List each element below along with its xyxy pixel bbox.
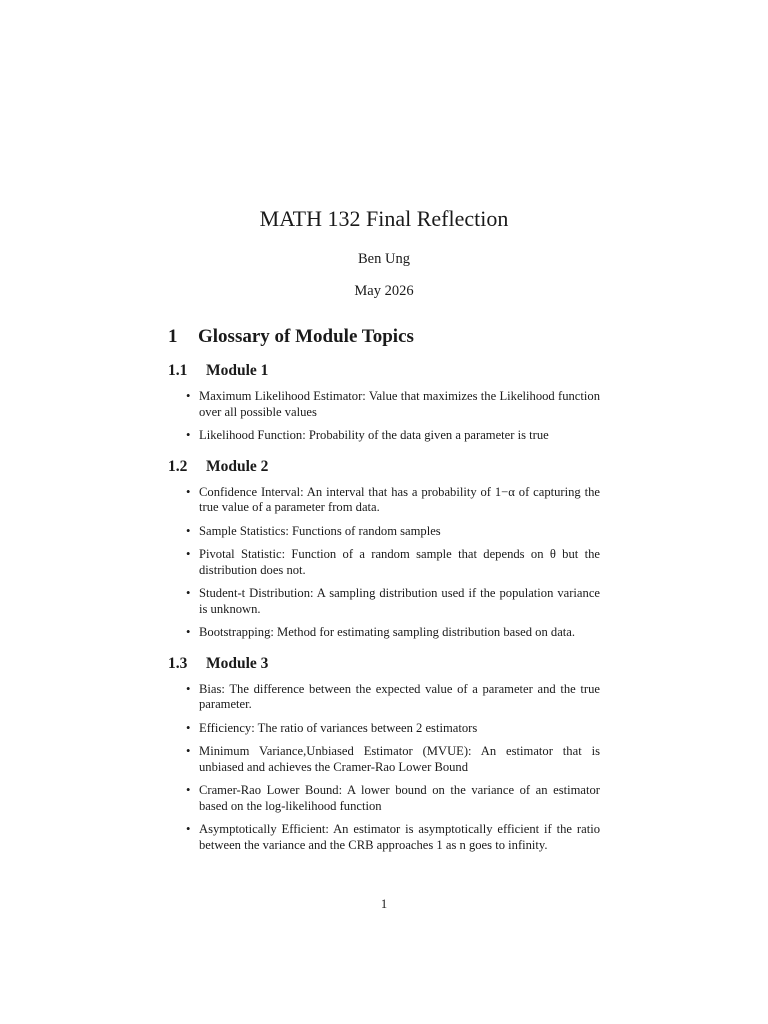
glossary-item: [186, 547, 600, 578]
glossary-item-text: Bias: The difference between the expected value of a parameter and the true parameter.: [199, 681, 600, 711]
section-title: Glossary of Module Topics: [198, 326, 414, 347]
document-title: MATH 132 Final Reflection: [259, 206, 509, 231]
subsection-heading: [168, 362, 600, 380]
subsection-heading: [168, 458, 600, 476]
subsection-title: Module 1: [206, 362, 269, 379]
bullet-icon: •: [186, 681, 191, 696]
bullet-icon: •: [186, 783, 191, 797]
bullet-icon: •: [186, 523, 191, 538]
page-number: 1: [380, 897, 388, 911]
glossary-item-text: Pivotal Statistic: Function of a random sample that depends on θ but the distribution does not.: [199, 547, 600, 577]
subsection-module-3: [168, 655, 600, 854]
glossary-item: [186, 625, 600, 641]
document-body: [168, 326, 600, 867]
glossary-item-text: Confidence Interval: An interval that has a probability of 1−α of capturing the true value of a parameter from data.: [199, 484, 600, 514]
glossary-item: [186, 484, 600, 516]
glossary-item: [186, 586, 600, 617]
glossary-item-text: Asymptotically Efficient: An estimator is asymptotically efficient if the ratio between the variance and the CRB approaches 1 as n goes to infinity.: [199, 822, 600, 852]
bullet-icon: •: [186, 625, 191, 639]
section-heading: [168, 326, 600, 348]
document-date: May 2026: [354, 283, 414, 299]
subsections-container: [168, 362, 600, 853]
glossary-item: [186, 389, 600, 420]
glossary-list: [168, 389, 600, 444]
document-author: Ben Ung: [358, 251, 410, 267]
glossary-item-text: Bootstrapping: Method for estimating sampling distribution based on data.: [199, 625, 576, 639]
subsection-number: 1.3: [168, 654, 188, 672]
bullet-icon: •: [186, 586, 191, 600]
glossary-list: [168, 485, 600, 641]
subsection-number: 1.1: [168, 362, 188, 379]
subsection-title: Module 3: [206, 654, 269, 672]
subsection-module-2: [168, 458, 600, 641]
glossary-item-text: Efficiency: The ratio of variances between 2 estimators: [199, 720, 478, 735]
glossary-item: [186, 783, 600, 814]
glossary-item: [186, 523, 600, 540]
glossary-item: [186, 720, 600, 737]
bullet-icon: •: [186, 822, 191, 836]
subsection-title: Module 2: [206, 457, 269, 475]
bullet-icon: •: [186, 484, 191, 499]
glossary-list: [168, 682, 600, 854]
subsection-heading: [168, 655, 600, 673]
section-number: 1: [168, 326, 178, 347]
glossary-item-text: Likelihood Function: Probability of the data given a parameter is true: [199, 428, 549, 442]
glossary-item: [186, 681, 600, 713]
glossary-item-text: Sample Statistics: Functions of random samples: [199, 523, 441, 538]
subsection-module-1: [168, 362, 600, 444]
glossary-item-text: Student-t Distribution: A sampling distribution used if the population variance is unknown.: [199, 586, 600, 616]
bullet-icon: •: [186, 720, 191, 735]
glossary-item: [186, 428, 600, 444]
glossary-item-text: Minimum Variance,Unbiased Estimator (MVUE): An estimator that is unbiased and achieves the Cramer-Rao Lower Bound: [199, 744, 600, 774]
bullet-icon: •: [186, 389, 191, 403]
glossary-item-text: Maximum Likelihood Estimator: Value that maximizes the Likelihood function over all possible values: [199, 389, 600, 419]
glossary-item: [186, 744, 600, 775]
subsection-number: 1.2: [168, 457, 188, 475]
glossary-item-text: Cramer-Rao Lower Bound: A lower bound on the variance of an estimator based on the log-likelihood function: [199, 783, 600, 813]
glossary-item: [186, 822, 600, 853]
bullet-icon: •: [186, 744, 191, 758]
bullet-icon: •: [186, 547, 191, 561]
bullet-icon: •: [186, 428, 191, 442]
